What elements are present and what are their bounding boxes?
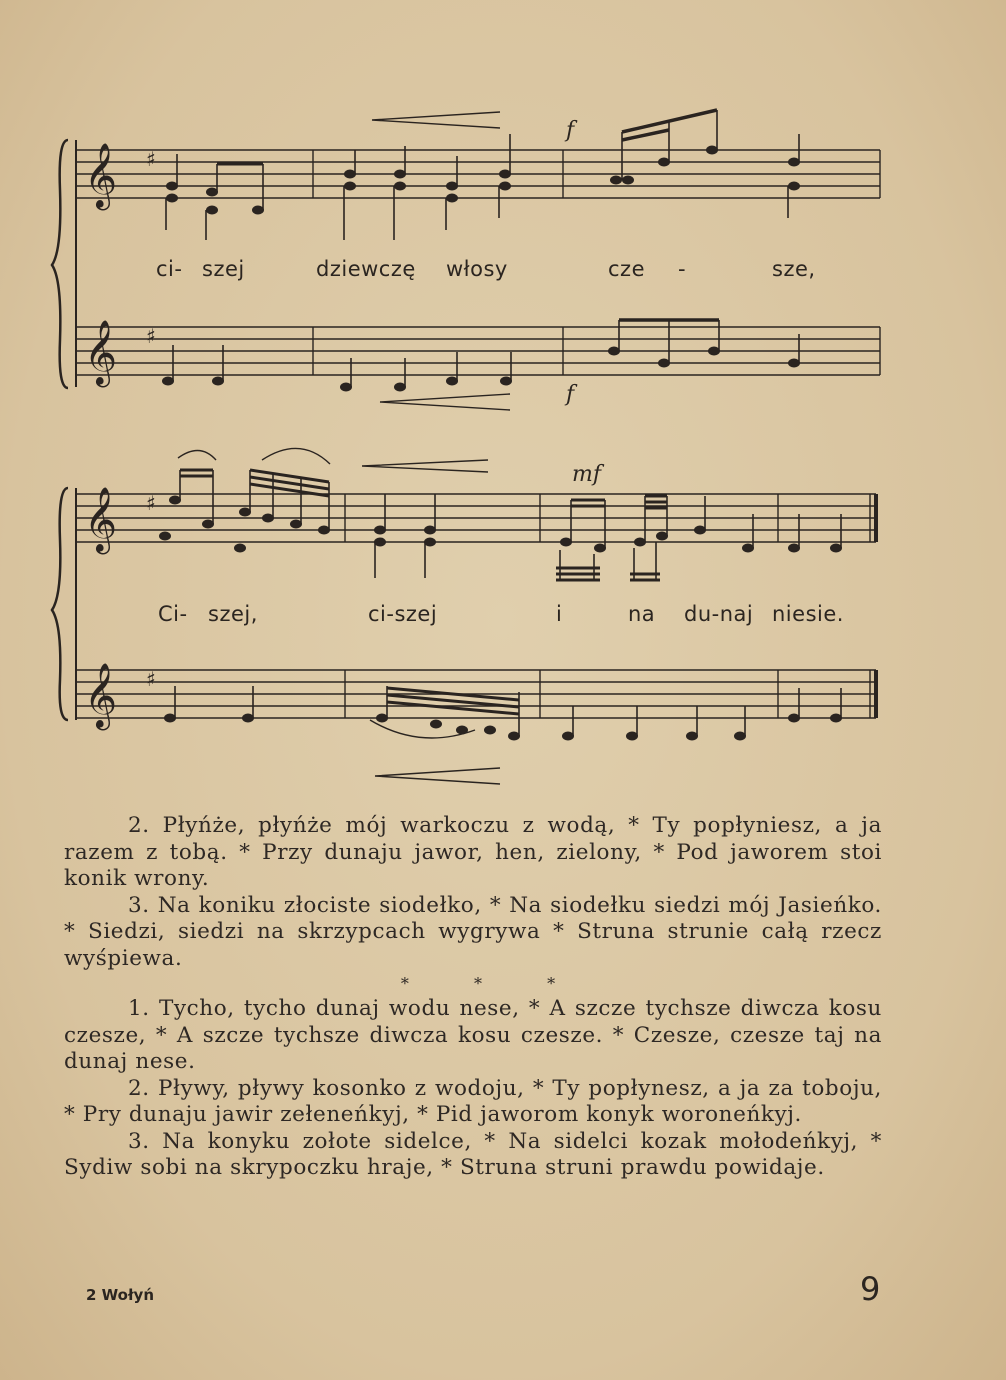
verse: 2. Płyńże, płyńże mój warkoczu z wodą, * Ty popłyniesz, a ja razem z tobą. * Przy dunaju jawor, hen, zielony, * Pod jaworem stoi konik wrony. xyxy=(64,813,882,891)
svg-text:𝄞: 𝄞 xyxy=(84,487,118,552)
svg-text:𝄞: 𝄞 xyxy=(84,143,118,208)
verse: 3. Na koniku złociste siodełko, * Na siodełku siedzi mój Jasieńko. * Siedzi, siedzi na skrzypcach wygrywa * Struna strunie całą rzecz wyśpiewa. xyxy=(64,892,882,971)
lyric-syllable: i xyxy=(556,602,563,626)
lyric-syllable: na xyxy=(628,602,656,626)
section-separator: * * * xyxy=(400,974,586,993)
signature-mark: 2 Wołyń xyxy=(86,1286,154,1304)
svg-text:♯: ♯ xyxy=(146,147,156,171)
lyric-syllable: sze, xyxy=(772,257,816,281)
svg-text:𝄞: 𝄞 xyxy=(84,320,118,385)
lyrics-line-2 xyxy=(0,602,1006,632)
lyric-syllable: du-naj xyxy=(684,602,754,626)
lyrics-line-1 xyxy=(0,257,1006,287)
lyric-syllable: szej, xyxy=(208,602,258,626)
verse: 1. Tycho, tycho dunaj wodu nese, * A szcze tychsze diwcza kosu czesze, * A szcze tychsze diwcza kosu czesze. * Czesze, czesze taj na dunaj nese. xyxy=(64,996,882,1074)
lyric-syllable: ci-szej xyxy=(368,602,438,626)
lyric-syllable: ci- xyxy=(156,257,183,281)
verse: 2. Pływy, pływy kosonko z wodoju, * Ty popłynesz, a ja za toboju, * Pry dunaju jawir zełeneńkyj, * Pid jaworom konyk woroneńkyj. xyxy=(64,1075,882,1127)
verse: 3. Na konyku zołote sidelce, * Na sidelci kozak mołodeńkyj, * Sydiw sobi na skrypoczku hraje, * Struna struni prawdu powidaje. xyxy=(64,1128,882,1180)
page-number: 9 xyxy=(860,1270,881,1308)
lyric-syllable: cze xyxy=(608,257,645,281)
dynamic-marking: f xyxy=(566,118,575,143)
lyric-syllable: niesie. xyxy=(772,602,844,626)
svg-text:𝄞: 𝄞 xyxy=(84,663,118,728)
dynamic-marking: mf xyxy=(572,462,602,487)
svg-text:♯: ♯ xyxy=(146,324,156,348)
lyric-syllable: - xyxy=(678,257,687,281)
svg-text:♯: ♯ xyxy=(146,667,156,691)
svg-text:♯: ♯ xyxy=(146,491,156,515)
lyric-syllable: Ci- xyxy=(158,602,188,626)
lyric-syllable: włosy xyxy=(446,257,508,281)
lyric-syllable: dziewczę xyxy=(316,257,416,281)
verses-text xyxy=(64,813,882,1182)
dynamic-marking: f xyxy=(566,382,575,407)
lyric-syllable: szej xyxy=(202,257,245,281)
